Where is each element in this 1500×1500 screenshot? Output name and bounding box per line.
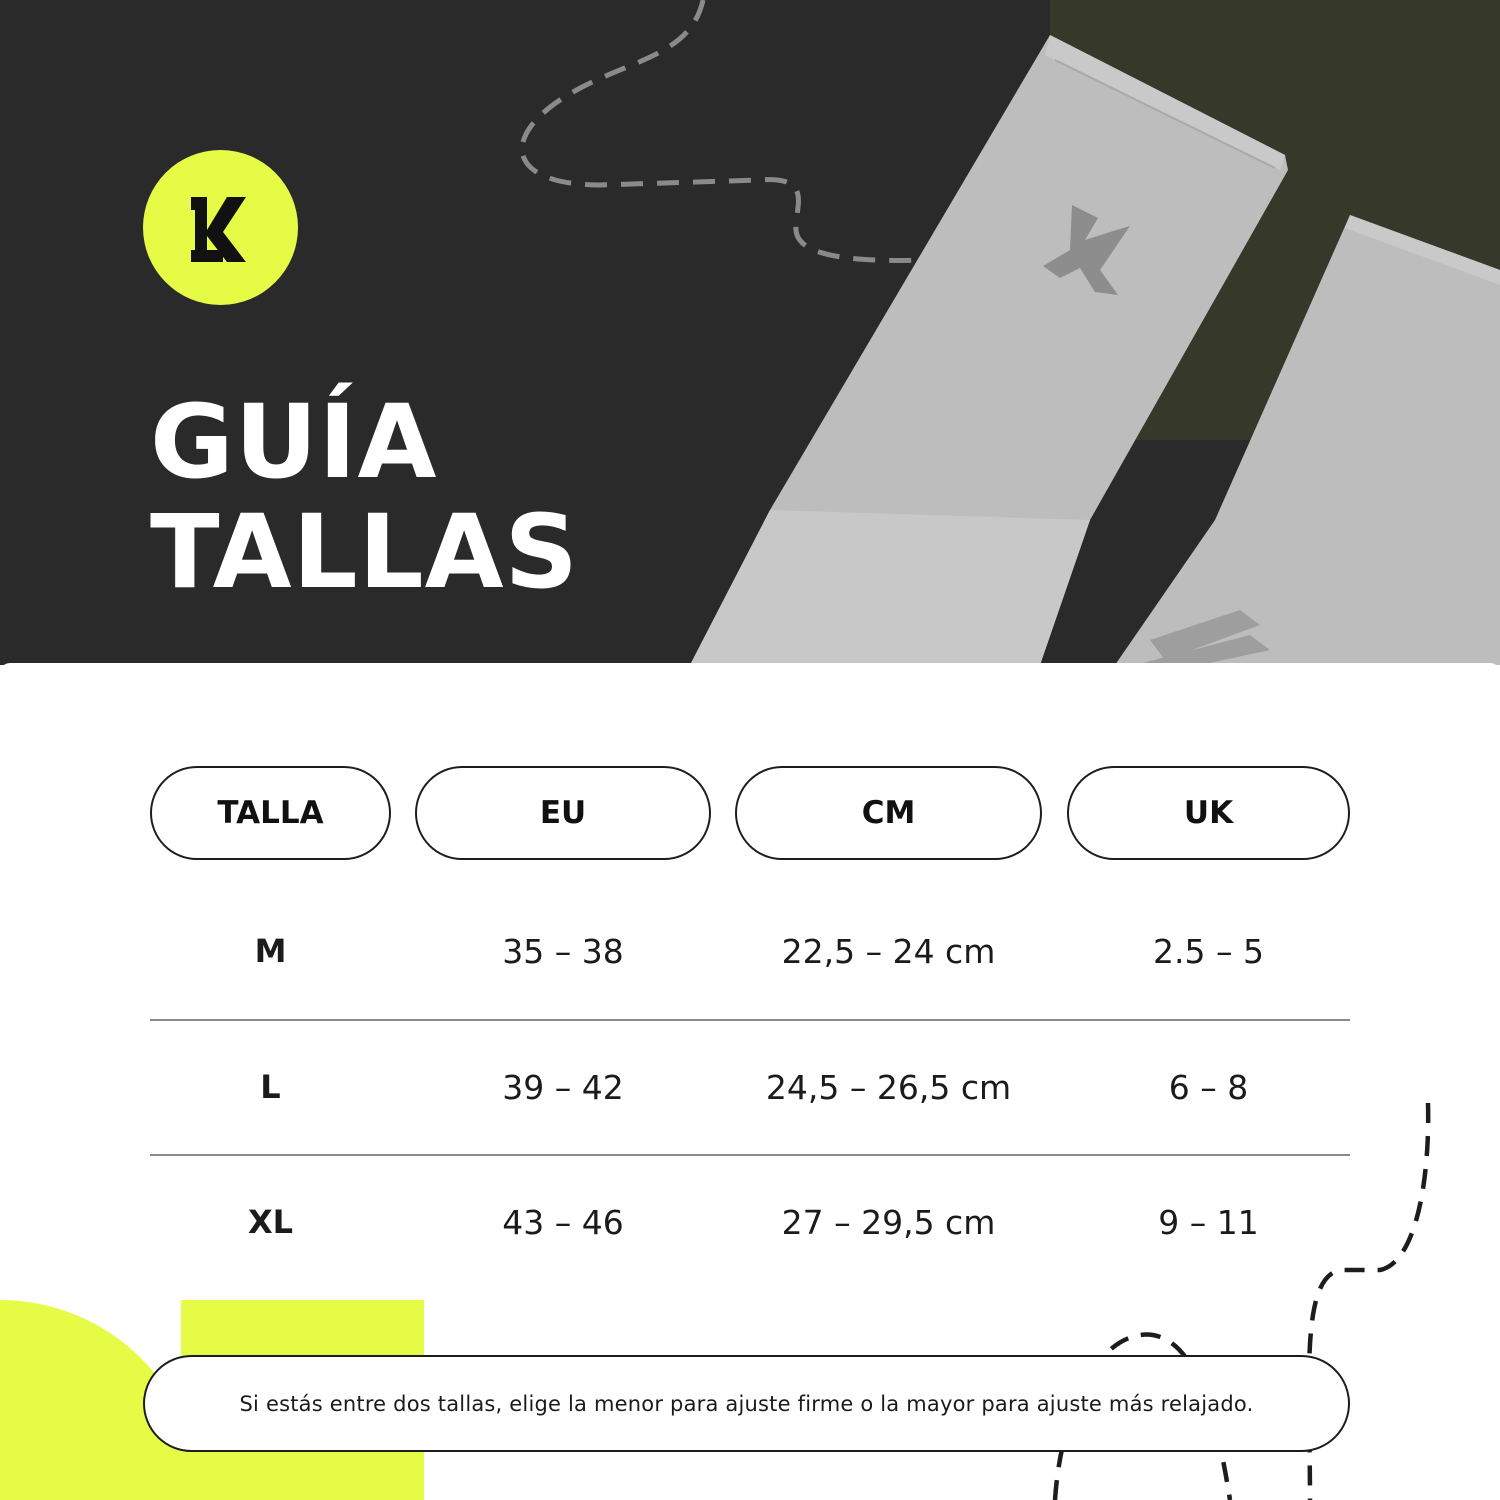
dashed-path-decoration [522,0,930,260]
cell-eu: 43 – 46 [502,1202,624,1242]
cell-cm: 24,5 – 26,5 cm [765,1067,1012,1107]
header-eu: EU [415,766,711,860]
cell-talla: XL [247,1203,294,1241]
header-uk: UK [1067,766,1350,860]
cell-uk: 2.5 – 5 [1153,931,1264,971]
header-talla: TALLA [150,766,391,860]
title-line-2: TALLAS [150,493,579,612]
cell-talla: L [260,1068,281,1106]
cell-cm: 22,5 – 24 cm [781,931,996,971]
size-advice-note: Si estás entre dos tallas, elige la menor para ajuste firme o la mayor para ajuste más relajado. [143,1355,1350,1452]
header-cm: CM [735,766,1042,860]
cell-uk: 6 – 8 [1168,1067,1249,1107]
size-guide-card [0,663,1500,1500]
cell-uk: 9 – 11 [1158,1202,1259,1242]
row-divider [150,1019,1350,1021]
cell-eu: 39 – 42 [502,1067,624,1107]
k-logo-icon [143,150,298,305]
title-line-1: GUÍA [150,383,438,502]
row-divider [150,1154,1350,1156]
brand-logo [143,150,298,305]
cell-cm: 27 – 29,5 cm [781,1202,996,1242]
cell-talla: M [254,932,287,970]
hero-banner [0,0,1500,665]
cell-eu: 35 – 38 [502,931,624,971]
page-title [150,383,579,612]
